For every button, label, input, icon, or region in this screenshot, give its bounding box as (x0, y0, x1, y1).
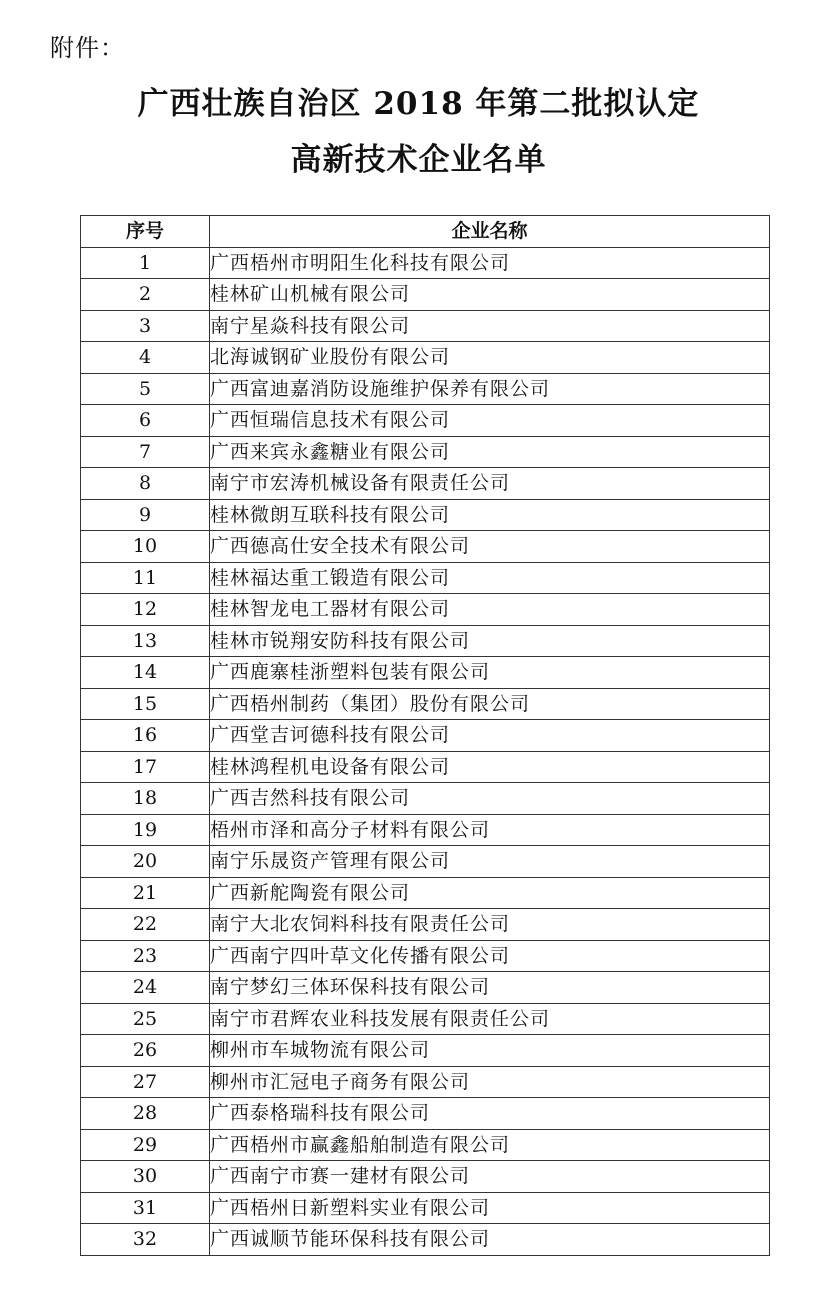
row-serial-number: 5 (81, 373, 210, 405)
row-serial-number: 16 (81, 720, 210, 752)
table-row (81, 310, 770, 342)
table-row (81, 468, 770, 500)
row-enterprise-name: 柳州市汇冠电子商务有限公司 (210, 1066, 770, 1098)
row-enterprise-name: 南宁星焱科技有限公司 (210, 310, 770, 342)
table-row (81, 499, 770, 531)
row-serial-number: 31 (81, 1192, 210, 1224)
row-enterprise-name: 广西梧州市赢鑫船舶制造有限公司 (210, 1129, 770, 1161)
enterprise-list-table (80, 215, 770, 1256)
row-serial-number: 12 (81, 594, 210, 626)
row-enterprise-name: 南宁梦幻三体环保科技有限公司 (210, 972, 770, 1004)
row-enterprise-name: 南宁市君辉农业科技发展有限责任公司 (210, 1003, 770, 1035)
row-enterprise-name: 广西富迪嘉消防设施维护保养有限公司 (210, 373, 770, 405)
row-enterprise-name: 广西梧州制药（集团）股份有限公司 (210, 688, 770, 720)
header-enterprise-name: 企业名称 (210, 216, 770, 248)
row-enterprise-name: 梧州市泽和高分子材料有限公司 (210, 814, 770, 846)
row-enterprise-name: 南宁大北农饲料科技有限责任公司 (210, 909, 770, 941)
row-serial-number: 10 (81, 531, 210, 563)
row-enterprise-name: 南宁市宏涛机械设备有限责任公司 (210, 468, 770, 500)
row-enterprise-name: 广西恒瑞信息技术有限公司 (210, 405, 770, 437)
row-serial-number: 14 (81, 657, 210, 689)
row-enterprise-name: 广西南宁四叶草文化传播有限公司 (210, 940, 770, 972)
row-serial-number: 25 (81, 1003, 210, 1035)
table-row (81, 1192, 770, 1224)
row-enterprise-name: 广西泰格瑞科技有限公司 (210, 1098, 770, 1130)
row-enterprise-name: 桂林市锐翔安防科技有限公司 (210, 625, 770, 657)
row-serial-number: 3 (81, 310, 210, 342)
table-row (81, 373, 770, 405)
row-serial-number: 17 (81, 751, 210, 783)
row-serial-number: 21 (81, 877, 210, 909)
row-enterprise-name: 广西鹿寨桂浙塑料包装有限公司 (210, 657, 770, 689)
table-row (81, 877, 770, 909)
row-enterprise-name: 广西梧州日新塑料实业有限公司 (210, 1192, 770, 1224)
table-row (81, 1066, 770, 1098)
table-row (81, 1161, 770, 1193)
table-row (81, 1035, 770, 1067)
table-row (81, 562, 770, 594)
row-serial-number: 19 (81, 814, 210, 846)
row-enterprise-name: 桂林鸿程机电设备有限公司 (210, 751, 770, 783)
row-serial-number: 4 (81, 342, 210, 374)
row-serial-number: 2 (81, 279, 210, 311)
row-serial-number: 24 (81, 972, 210, 1004)
row-serial-number: 11 (81, 562, 210, 594)
document-title-line-1: 广西壮族自治区 2018 年第二批拟认定 (137, 86, 700, 122)
row-serial-number: 8 (81, 468, 210, 500)
row-enterprise-name: 柳州市车城物流有限公司 (210, 1035, 770, 1067)
table-row (81, 783, 770, 815)
table-row (81, 972, 770, 1004)
row-enterprise-name: 桂林矿山机械有限公司 (210, 279, 770, 311)
row-serial-number: 30 (81, 1161, 210, 1193)
row-enterprise-name: 广西吉然科技有限公司 (210, 783, 770, 815)
row-serial-number: 9 (81, 499, 210, 531)
table-row (81, 625, 770, 657)
row-enterprise-name: 广西新舵陶瓷有限公司 (210, 877, 770, 909)
table-row (81, 436, 770, 468)
table-row (81, 1098, 770, 1130)
table-row (81, 720, 770, 752)
table-row (81, 594, 770, 626)
row-enterprise-name: 广西梧州市明阳生化科技有限公司 (210, 247, 770, 279)
row-enterprise-name: 广西来宾永鑫糖业有限公司 (210, 436, 770, 468)
row-serial-number: 28 (81, 1098, 210, 1130)
table-row (81, 940, 770, 972)
table-row (81, 1224, 770, 1256)
row-enterprise-name: 广西堂吉诃德科技有限公司 (210, 720, 770, 752)
row-enterprise-name: 南宁乐晟资产管理有限公司 (210, 846, 770, 878)
row-serial-number: 20 (81, 846, 210, 878)
row-serial-number: 15 (81, 688, 210, 720)
row-serial-number: 6 (81, 405, 210, 437)
table-row (81, 846, 770, 878)
row-enterprise-name: 桂林福达重工锻造有限公司 (210, 562, 770, 594)
row-enterprise-name: 桂林微朗互联科技有限公司 (210, 499, 770, 531)
table-row (81, 814, 770, 846)
attachment-label: 附件： (50, 34, 125, 62)
table-row (81, 1003, 770, 1035)
row-serial-number: 22 (81, 909, 210, 941)
row-serial-number: 29 (81, 1129, 210, 1161)
row-serial-number: 13 (81, 625, 210, 657)
table-row (81, 531, 770, 563)
header-serial-number: 序号 (81, 216, 210, 248)
table-row (81, 657, 770, 689)
document-title-line-2: 高新技术企业名单 (290, 142, 547, 178)
table-row (81, 751, 770, 783)
row-serial-number: 26 (81, 1035, 210, 1067)
row-serial-number: 27 (81, 1066, 210, 1098)
row-serial-number: 18 (81, 783, 210, 815)
table-header-row (81, 216, 770, 248)
table-row (81, 405, 770, 437)
table-row (81, 342, 770, 374)
row-enterprise-name: 桂林智龙电工器材有限公司 (210, 594, 770, 626)
row-enterprise-name: 广西南宁市赛一建材有限公司 (210, 1161, 770, 1193)
row-enterprise-name: 广西德高仕安全技术有限公司 (210, 531, 770, 563)
table-row (81, 1129, 770, 1161)
table-row (81, 688, 770, 720)
row-enterprise-name: 广西诚顺节能环保科技有限公司 (210, 1224, 770, 1256)
table-row (81, 279, 770, 311)
row-serial-number: 23 (81, 940, 210, 972)
row-serial-number: 1 (81, 247, 210, 279)
row-serial-number: 7 (81, 436, 210, 468)
row-enterprise-name: 北海诚钢矿业股份有限公司 (210, 342, 770, 374)
table-row (81, 247, 770, 279)
row-serial-number: 32 (81, 1224, 210, 1256)
table-row (81, 909, 770, 941)
